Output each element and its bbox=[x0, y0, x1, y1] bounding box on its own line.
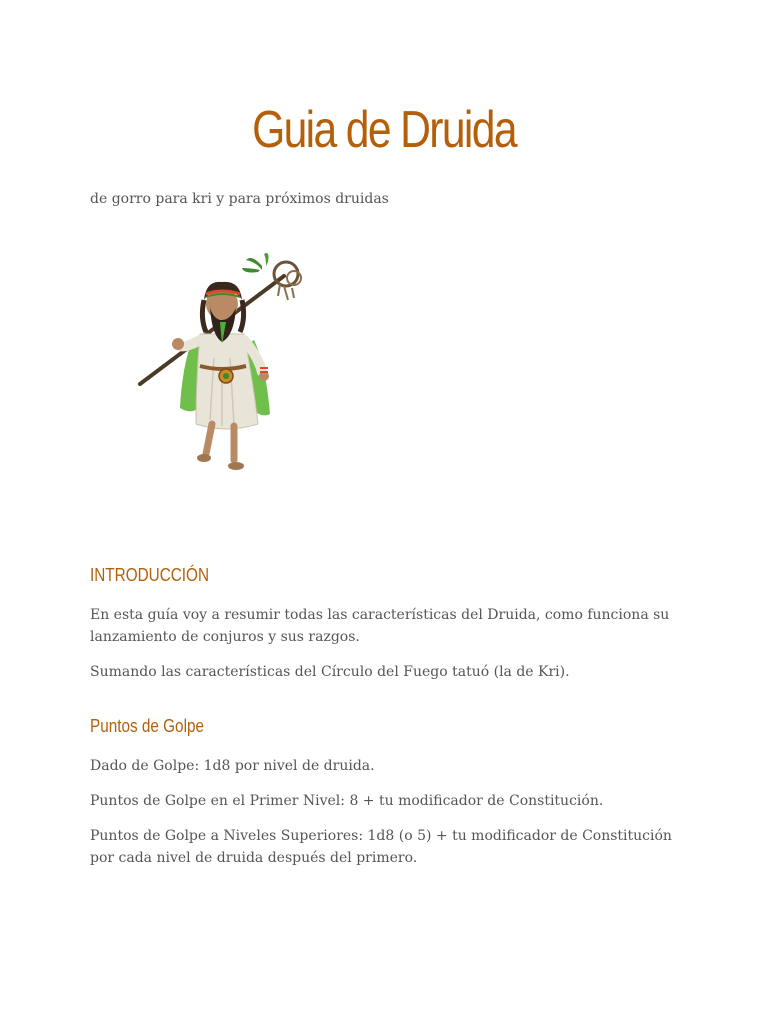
page-subtitle: de gorro para kri y para próximos druidas bbox=[90, 191, 389, 207]
intro-paragraph-2: Sumando las características del Círculo del Fuego tatuó (la de Kri). bbox=[90, 664, 570, 680]
first-level-hp-paragraph: Puntos de Golpe en el Primer Nivel: 8 + tu modificador de Constitución. bbox=[90, 793, 604, 809]
higher-level-hp-paragraph: Puntos de Golpe a Niveles Superiores: 1d8 (o 5) + tu modificador de Constitución por cada nivel de druida después del primero. bbox=[90, 828, 672, 866]
page-title: Guia de Druida bbox=[252, 101, 516, 159]
section-heading-puntos-de-golpe: Puntos de Golpe bbox=[90, 716, 204, 736]
section-heading-introduccion: INTRODUCCIÓN bbox=[90, 565, 209, 585]
druid-character-illustration bbox=[134, 248, 309, 480]
intro-paragraph-1: En esta guía voy a resumir todas las características del Druida, como funciona su lanzamiento de conjuros y sus razgos. bbox=[90, 607, 670, 645]
hit-dice-paragraph: Dado de Golpe: 1d8 por nivel de druida. bbox=[90, 758, 375, 774]
